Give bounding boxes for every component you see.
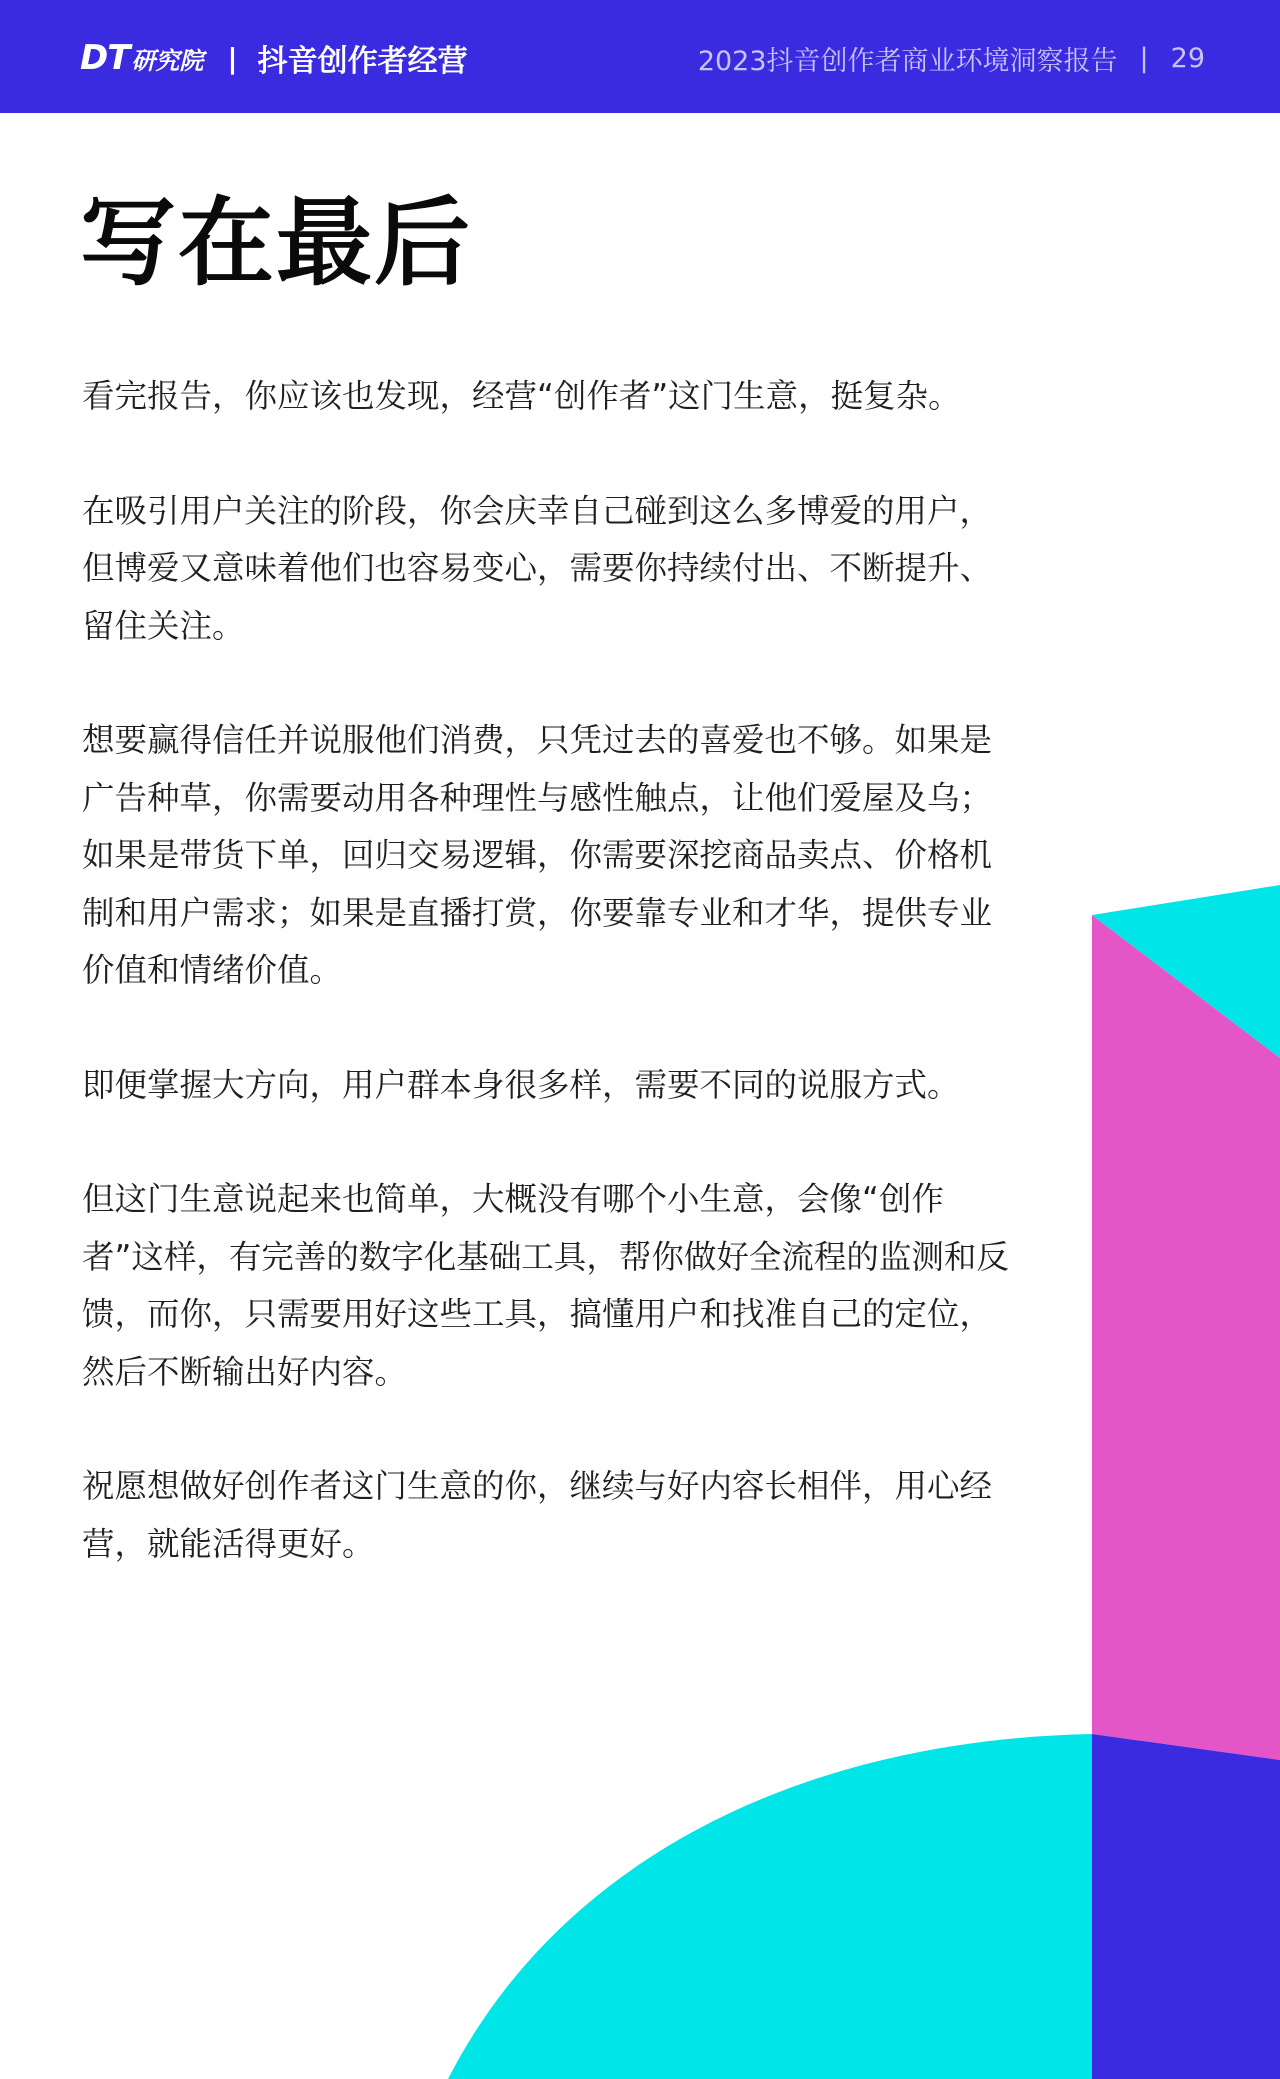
paragraph-3: 想要赢得信任并说服他们消费，只凭过去的喜爱也不够。如果是广告种草，你需要动用各种理性与感性触点，让他们爱屋及乌；如果是带货下单，回归交易逻辑，你需要深挖商品卖点、价格机制和用户需求；如果是直播打赏，你要靠专业和才华，提供专业价值和情绪价值。 xyxy=(82,721,993,989)
paragraph-2: 在吸引用户关注的阶段，你会庆幸自己碰到这么多博爱的用户，但博爱又意味着他们也容易变心，需要你持续付出、不断提升、留住关注。 xyxy=(82,491,993,645)
indigo-block-shape xyxy=(1092,1734,1280,2079)
brand-separator: | xyxy=(227,41,238,75)
report-separator: | xyxy=(1139,42,1149,74)
page-number: 29 xyxy=(1170,42,1205,74)
pink-panel-shape xyxy=(1092,915,1280,1760)
paragraph-6: 祝愿想做好创作者这门生意的你，继续与好内容长相伴，用心经营，就能活得更好。 xyxy=(82,1467,993,1563)
page-headline: 写在最后 xyxy=(80,187,472,299)
brand-title: 抖音创作者经营 xyxy=(257,44,468,79)
report-title: 2023抖音创作者商业环境洞察报告 xyxy=(697,45,1118,77)
dt-logo-sub: 研究院 xyxy=(131,46,204,75)
paragraph-4: 即便掌握大方向，用户群本身很多样，需要不同的说服方式。 xyxy=(82,1065,960,1104)
dt-logo: DT xyxy=(80,38,130,78)
cyan-curve-shape xyxy=(448,1734,1092,2079)
paragraph-5: 但这门生意说起来也简单，大概没有哪个小生意，会像“创作者”这样，有完善的数字化基础工具，帮你做好全流程的监测和反馈，而你，只需要用好这些工具，搞懂用户和找准自己的定位，然后不断输出好内容。 xyxy=(82,1180,1009,1391)
paragraph-1: 看完报告，你应该也发现，经营“创作者”这门生意，挺复杂。 xyxy=(82,377,961,415)
